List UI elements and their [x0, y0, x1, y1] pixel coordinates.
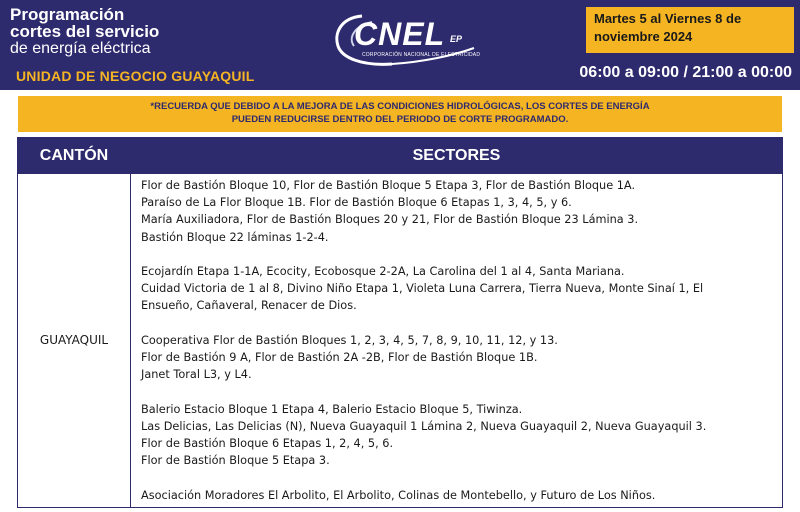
date-line-2: noviembre 2024	[594, 29, 693, 44]
column-header-sectores: SECTORES	[131, 138, 783, 174]
sector-line: Paraíso de La Flor Bloque 1B. Flor de Bastión Bloque 6 Etapas 1, 3, 4, 5, y 6.	[141, 196, 572, 210]
page-title	[10, 6, 159, 58]
sector-line: María Auxiliadora, Flor de Bastión Bloques 20 y 21, Flor de Bastión Bloque 23 Lámina 3.	[141, 213, 639, 227]
sector-line: Flor de Bastión Bloque 10, Flor de Bastión Bloque 5 Etapa 3, Flor de Bastión Bloque 1A.	[141, 179, 636, 192]
sector-line: Flor de Bastión Bloque 5 Etapa 3.	[141, 454, 330, 468]
sector-line: Flor de Bastión 9 A, Flor de Bastión 2A -2B, Flor de Bastión Bloque 1B.	[141, 351, 538, 364]
title-line-3: de energía eléctrica	[10, 40, 151, 57]
logo-text: CNEL	[354, 16, 446, 52]
hydrology-notice	[18, 96, 782, 132]
sector-line: Flor de Bastión Bloque 6 Etapas 1, 2, 4, 5, 6.	[141, 437, 394, 450]
sector-line: Ensueño, Cañaveral, Renacer de Dios.	[141, 299, 357, 313]
sector-line: Bastión Bloque 22 láminas 1-2-4.	[141, 230, 329, 244]
business-unit-label: UNIDAD DE NEGOCIO GUAYAQUIL	[16, 68, 255, 84]
table-header-row	[18, 138, 783, 174]
notice-line-2: PUEDEN REDUCIRSE DENTRO DEL PERIODO DE CORTE PROGRAMADO.	[231, 114, 569, 125]
sector-line: Balerio Estacio Bloque 1 Etapa 4, Balerio Estacio Bloque 5, Tiwinza.	[141, 402, 523, 416]
sector-line: Cooperativa Flor de Bastión Bloques 1, 2, 3, 4, 5, 7, 8, 9, 10, 11, 12, y 13.	[141, 333, 558, 347]
sector-group	[141, 177, 772, 246]
sector-line: Asociación Moradores El Arbolito, El Arbolito, Colinas de Montebello, y Futuro de Los Niños.	[141, 488, 656, 502]
sector-group	[141, 487, 772, 504]
title-line-1: Programación	[10, 5, 125, 24]
outage-hours: 06:00 a 09:00 / 21:00 a 00:00	[579, 64, 792, 81]
column-header-canton: CANTÓN	[18, 138, 131, 174]
sectors-cell	[131, 174, 783, 508]
date-range-box	[586, 7, 794, 53]
sector-line: Cuidad Victoria de 1 al 8, Divino Niño Etapa 1, Violeta Luna Carrera, Tierra Nueva, Monte Sinaí 1, El	[141, 282, 704, 296]
header-banner	[0, 0, 800, 90]
sector-line: Las Delicias, Las Delicias (N), Nueva Guayaquil 1 Lámina 2, Nueva Guayaquil 2, Nueva Guayaquil 3.	[141, 419, 707, 433]
logo-subtitle: CORPORACIÓN NACIONAL DE ELECTRICIDAD	[362, 52, 481, 58]
outage-schedule-table	[17, 137, 783, 508]
table-row	[18, 174, 783, 508]
sector-line: Ecojardín Etapa 1-1A, Ecocity, Ecobosque 2-2A, La Carolina del 1 al 4, Santa Mariana.	[141, 265, 625, 278]
cnel-logo	[332, 12, 482, 78]
canton-cell: GUAYAQUIL	[18, 174, 131, 508]
title-line-2: cortes del servicio	[10, 22, 160, 41]
sector-line: Janet Toral L3, y L4.	[141, 368, 252, 382]
sector-group	[141, 401, 772, 470]
sector-group	[141, 332, 772, 384]
date-line-1: Martes 5 al Viernes 8 de	[594, 11, 742, 26]
notice-line-1: *RECUERDA QUE DEBIDO A LA MEJORA DE LAS CONDICIONES HIDROLÓGICAS, LOS CORTES DE ENERGÍA	[150, 101, 650, 112]
sector-group	[141, 263, 772, 315]
logo-suffix: EP	[450, 34, 463, 44]
